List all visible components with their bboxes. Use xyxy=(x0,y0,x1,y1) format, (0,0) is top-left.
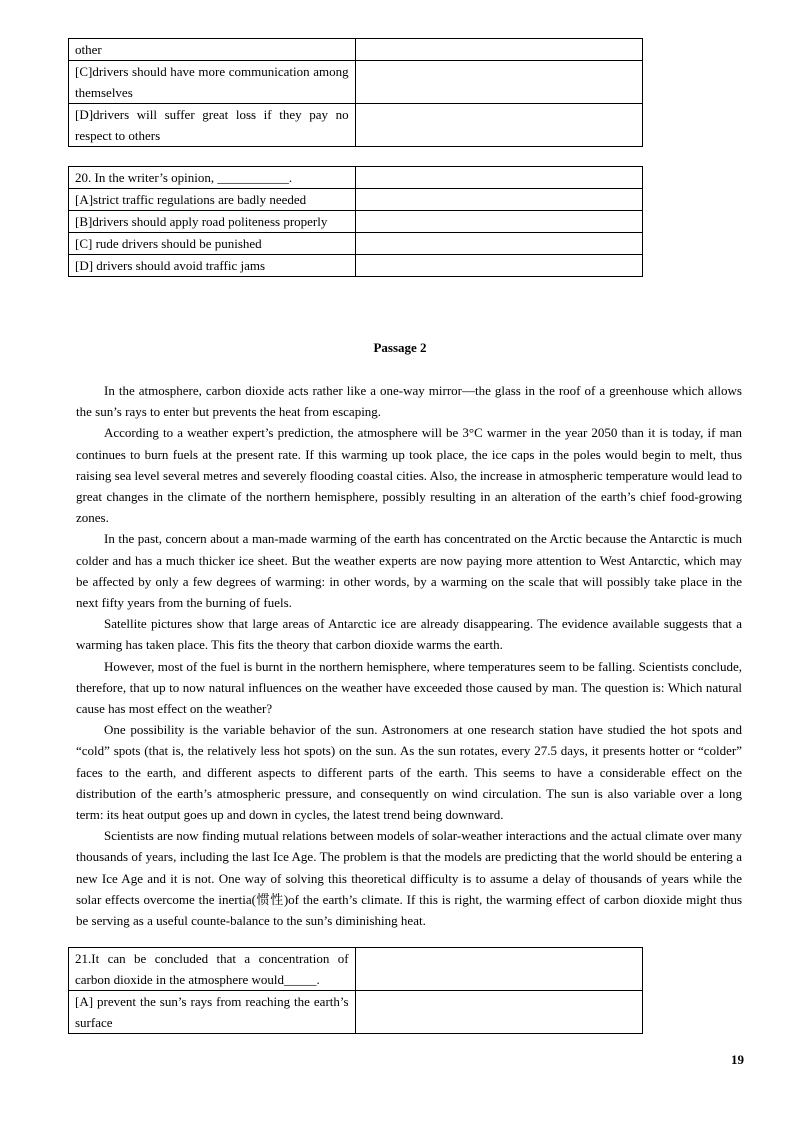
answer-cell xyxy=(355,211,642,233)
answer-cell xyxy=(355,948,642,991)
page-number: 19 xyxy=(731,1052,744,1067)
passage-body xyxy=(76,380,742,931)
table-row xyxy=(69,211,643,233)
table-row xyxy=(69,167,643,189)
option-cell: [D] drivers should avoid traffic jams xyxy=(69,255,356,277)
table-row xyxy=(69,39,643,61)
passage-paragraph: Scientists are now finding mutual relations between models of solar-weather interactions and the actual climate over many thousands of years, including the last Ice Age. The problem is that the models are predicting that the world should be entering a new Ice Age and it is not. One way of solving this theoretical difficulty is to assume a delay of thousands of years while the solar effects overcome the inertia(惯性)of the earth’s climate. If this is right, the warming effect of carbon dioxide might thus be serving as a useful counte-balance to the sun’s diminishing heat. xyxy=(76,828,742,929)
option-cell: [C] rude drivers should be punished xyxy=(69,233,356,255)
table-row xyxy=(69,991,643,1034)
question-stem: 21.It can be concluded that a concentration of carbon dioxide in the atmosphere would_____. xyxy=(69,948,356,991)
passage-paragraph: According to a weather expert’s prediction, the atmosphere will be 3°C warmer in the year 2050 than it is today, if man continues to burn fuels at the present rate. If this warming up took place, the ice caps in the poles would begin to melt, thus raising sea level several metres and severely flooding coastal cities. Also, the increase in atmospheric temperature would lead to great changes in the climate of the northern hemisphere, possibly resulting in an alteration of the earth’s chief food-growing zones. xyxy=(76,425,742,526)
question20-table xyxy=(68,166,643,277)
answer-cell xyxy=(355,189,642,211)
table-row xyxy=(69,104,643,147)
option-cell: [A] prevent the sun’s rays from reaching the earth’s surface xyxy=(69,991,356,1034)
table-row xyxy=(69,255,643,277)
option-cell: [A]strict traffic regulations are badly needed xyxy=(69,189,356,211)
passage-title: Passage 2 xyxy=(373,340,427,355)
passage-paragraph: In the atmosphere, carbon dioxide acts rather like a one-way mirror—the glass in the roof of a greenhouse which allows the sun’s rays to enter but prevents the heat from escaping. xyxy=(76,383,742,420)
passage-paragraph: Satellite pictures show that large areas of Antarctic ice are already disappearing. The evidence available suggests that a warming has taken place. This fits the theory that carbon dioxide warms the earth. xyxy=(76,616,742,653)
table-row xyxy=(69,61,643,104)
table-row xyxy=(69,948,643,991)
option-cell: [C]drivers should have more communication among themselves xyxy=(69,61,356,104)
answer-cell xyxy=(355,991,642,1034)
question19-options-table xyxy=(68,38,643,147)
answer-cell xyxy=(355,39,642,61)
answer-cell xyxy=(355,167,642,189)
question21-table xyxy=(68,947,643,1034)
answer-cell xyxy=(355,233,642,255)
table-row xyxy=(69,233,643,255)
table-row xyxy=(69,189,643,211)
passage-paragraph: In the past, concern about a man-made warming of the earth has concentrated on the Arctic because the Antarctic is much colder and has a much thicker ice sheet. But the weather experts are now paying more attention to West Antarctic, which may be affected by only a few degrees of warming: in other words, by a warming on the scale that will possibly take place in the next fifty years from the burning of fuels. xyxy=(76,531,742,611)
option-cell: [B]drivers should apply road politeness properly xyxy=(69,211,356,233)
passage-paragraph: One possibility is the variable behavior of the sun. Astronomers at one research station have studied the hot spots and “cold” spots (that is, the relatively less hot spots) on the sun. As the sun rotates, every 27.5 days, it presents hotter or “colder” faces to the earth, and different aspects to different parts of the earth. This seems to have a considerable effect on the distribution of the earth’s atmospheric pressure, and consequently on wind circulation. The sun is also variable over a long term: its heat output goes up and down in cycles, the latest trend being downward. xyxy=(76,722,742,823)
passage-paragraph: However, most of the fuel is burnt in the northern hemisphere, where temperatures seem to be falling. Scientists conclude, therefore, that up to now natural influences on the weather have exceeded those caused by man. The question is: Which natural cause has most effect on the weather? xyxy=(76,658,742,717)
option-cell: other xyxy=(69,39,356,61)
option-cell: [D]drivers will suffer great loss if they pay no respect to others xyxy=(69,104,356,147)
answer-cell xyxy=(355,255,642,277)
answer-cell xyxy=(355,104,642,147)
question-stem: 20. In the writer’s opinion, ___________. xyxy=(69,167,356,189)
answer-cell xyxy=(355,61,642,104)
